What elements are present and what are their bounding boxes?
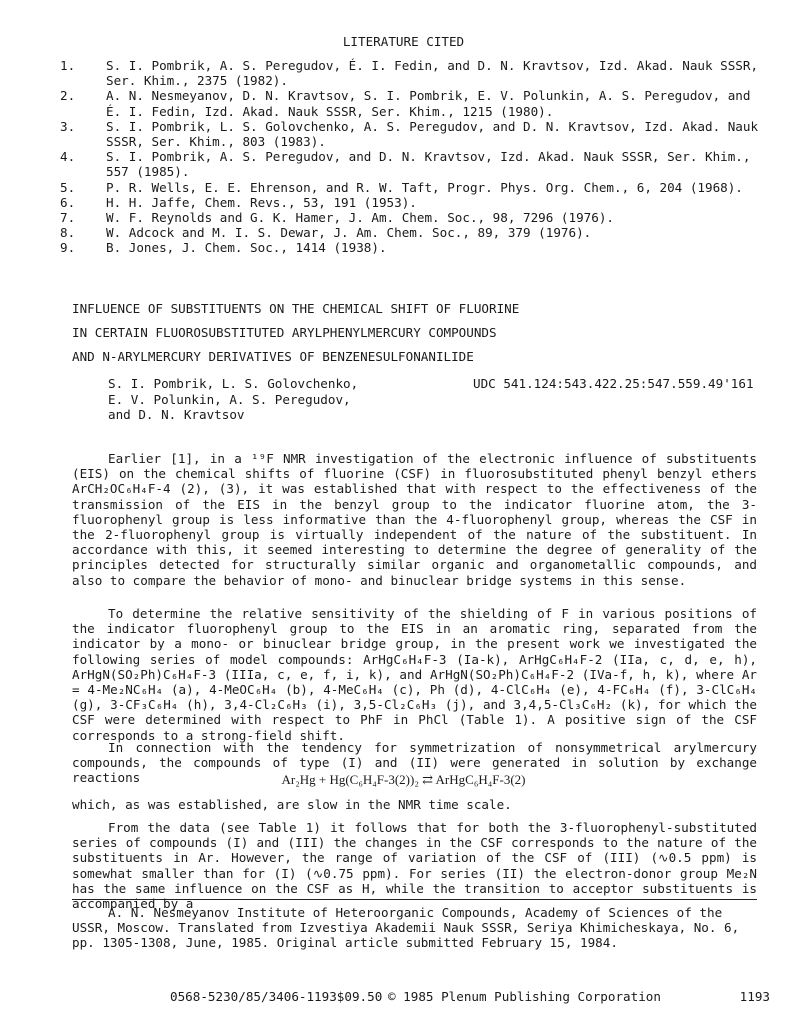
reference-text: S. I. Pombrik, A. S. Peregudov, and D. N. Kravtsov, Izd. Akad. Nauk SSSR, Ser. Khim., 557 (1985). [106,149,751,180]
reference-number: 6. [60,194,76,210]
paragraph-text: In connection with the tendency for symmetrization of nonsymmetrical arylmercury compounds, the compounds of type (I) and (II) were generated in solution by exchange reactions [72,740,757,786]
reference-text: W. Adcock and M. I. S. Dewar, J. Am. Chem. Soc., 89, 379 (1976). [106,225,592,241]
reference-item [60,240,760,255]
author-line: E. V. Polunkin, A. S. Peregudov, [108,391,351,407]
reference-text: S. I. Pombrik, L. S. Golovchenko, A. S. Peregudov, and D. N. Kravtsov, Izd. Akad. Nauk SSSR, Ser. Khim., 803 (1983). [106,118,759,150]
reference-item [60,119,760,149]
paragraph-continuation: which, as was established, are slow in the NMR time scale. [72,797,512,812]
body-paragraph-intro [72,451,757,588]
reference-text: W. F. Reynolds and G. K. Hamer, J. Am. Chem. Soc., 98, 7296 (1976). [106,210,614,226]
reference-text: S. I. Pombrik, A. S. Peregudov, É. I. Fedin, and D. N. Kravtsov, Izd. Akad. Nauk SSSR, Ser. Khim., 2375 (1982). [106,58,759,89]
footnote-divider [72,899,757,900]
reference-item [60,180,760,195]
reference-item [60,58,760,88]
reference-text: P. R. Wells, E. E. Ehrenson, and R. W. Taft, Progr. Phys. Org. Chem., 6, 204 (1968). [106,179,743,195]
article-title-line: INFLUENCE OF SUBSTITUENTS ON THE CHEMICAL SHIFT OF FLUORINE [72,301,520,316]
reference-item [60,210,760,225]
paragraph-text: Earlier [1], in a ¹⁹F NMR investigation of the electronic influence of substituents (EIS) on the chemical shifts of fluorine (CSF) in fluorosubstituted phenyl benzyl ethers ArCH₂OC₆H₄F-4 (2), (3), it was established that with respect to the effectiveness of the transmission of the EIS in the benzyl group to the indicator fluorine atom, the 3-fluorophenyl group is less informative than the 4-fluorophenyl group, whereas the CSF in the 2-fluorophenyl group is virtually independent of the nature of the substituent. In accordance with this, it seemed interesting to determine the degree of generality of the principles detected for structurally similar organic and organometallic compounds, and also to compare the behavior of mono- and binuclear bridge systems in this sense. [72,451,757,588]
paragraph-text: To determine the relative sensitivity of the shielding of F in various positions of the indicator fluorophenyl group to the EIS in an aromatic ring, separated from the indicator by a mono- or binuclear bridge group, in the present work we investigated the following series of model compounds: ArHgC₆H₄F-3 (Ia-k), ArHgC₆H₄F-2 (IIa, c, d, e, h), ArHgN(SO₂Ph)C₆H₄F-3 (IIIa, c, e, f, i, k), and ArHgN(SO₂Ph)C₆H₄F-2 (IVa-f, h, k), where Ar = 4-Me₂NC₆H₄ (a), 4-MeOC₆H₄ (b), 4-MeC₆H₄ (c), Ph (d), 4-ClC₆H₄ (e), 4-FC₆H₄ (f), 3-ClC₆H₄ (g), 3-CF₃C₆H₄ (h), 3,4-Cl₂C₆H₃ (i), 3,5-Cl₂C₆H₃ (j), and 3,4,5-Cl₃C₆H₂ (k), for which the CSF were determined with respect to PhF in PhCl (Table 1). A positive sign of the CSF corresponds to a strong-field shift. [72,606,757,743]
page-number: 1193 [739,989,770,1004]
reference-number: 4. [60,149,76,165]
body-paragraph-results [72,820,757,911]
udc-code: UDC 541.124:543.422.25:547.559.49'161 [473,376,754,391]
article-title-line: AND N-ARYLMERCURY DERIVATIVES OF BENZENESULFONANILIDE [72,348,474,364]
reference-number: 1. [60,58,76,73]
reference-item [60,195,760,210]
reference-number: 9. [60,240,76,256]
reference-item [60,149,760,179]
paragraph-text: From the data (see Table 1) it follows that for both the 3-fluorophenyl-substituted series of compounds (I) and (III) the changes in the CSF corresponds to the nature of the substituents in Ar. However, the range of variation of the CSF of (III) (∿0.5 ppm) is somewhat smaller than for (I) (∿0.75 ppm). For series (II) the electron-donor group Me₂N has the same influence on the CSF as H, while the transition to acceptor substituents is accompanied by a [72,820,757,912]
article-title-line: IN CERTAIN FLUOROSUBSTITUTED ARYLPHENYLMERCURY COMPOUNDS [72,324,497,340]
author-line: S. I. Pombrik, L. S. Golovchenko, [108,376,359,391]
issn-code: 0568-5230/85/3406-1193$09.50 [170,989,383,1004]
author-line: and D. N. Kravtsov [108,407,245,422]
article-title [72,297,752,368]
reference-text: H. H. Jaffe, Chem. Revs., 53, 191 (1953). [106,194,417,210]
reference-item [60,88,760,118]
reference-number: 8. [60,225,76,241]
reference-number: 7. [60,210,76,226]
body-paragraph-compounds [72,606,757,743]
footnote-text: A. N. Nesmeyanov Institute of Heteroorganic Compounds, Academy of Sciences of the USSR, Moscow. Translated from Izvestiya Akademii Nauk SSSR, Seriya Khimicheskaya, No. 6, pp. 1305-1308, June, 1985. Original article submitted February 15, 1984. [72,905,740,951]
author-list [108,376,428,423]
reference-list [60,58,760,256]
page-footer [170,989,770,1004]
reference-number: 2. [60,88,76,104]
footnote [72,905,757,951]
exchange-equation: Ar₂Hg + Hg(C₆H₄F-3(2))₂ ⇄ ArHgC₆H₄F-3(2) [281,772,526,787]
reference-text: B. Jones, J. Chem. Soc., 1414 (1938). [106,240,387,256]
literature-cited-heading: LITERATURE CITED [342,34,465,49]
reference-item [60,225,760,240]
reference-number: 3. [60,118,76,134]
reference-text: A. N. Nesmeyanov, D. N. Kravtsov, S. I. Pombrik, E. V. Polunkin, A. S. Peregudov, and É. I. Fedin, Izd. Akad. Nauk SSSR, Ser. Khim., 1215 (1980). [106,88,751,119]
copyright-notice: © 1985 Plenum Publishing Corporation [388,989,661,1004]
reference-number: 5. [60,179,76,195]
